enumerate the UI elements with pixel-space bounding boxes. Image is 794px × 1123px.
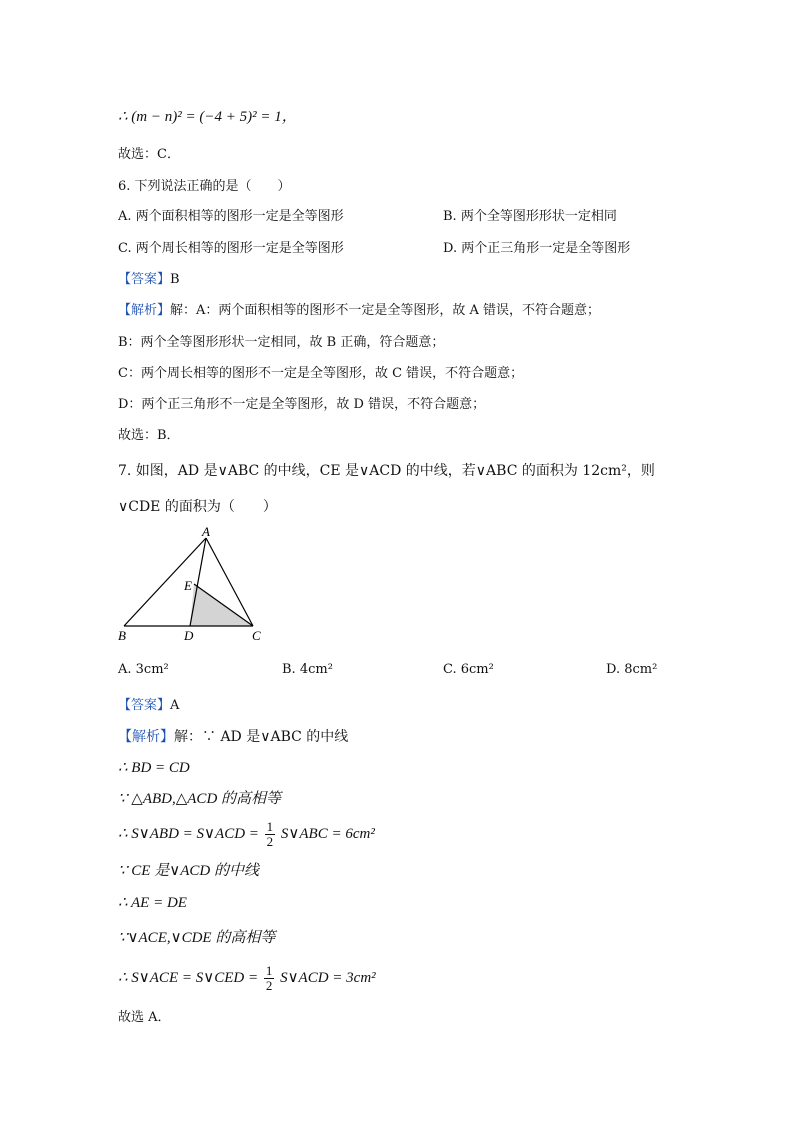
area-equation-left: ∴ S∨ACE = S∨CED = — [118, 970, 259, 986]
question-7-line-1: 7. 如图，AD 是∨ABC 的中线，CE 是∨ACD 的中线，若∨ABC 的面积为 12cm²，则 — [118, 463, 655, 479]
triangle-figure — [116, 524, 276, 648]
fraction-one-half: $\frac{1}{2}$ — [266, 819, 274, 850]
label-b: B — [118, 628, 126, 643]
area-equation-left: ∴ S∨ABD = S∨ACD = — [118, 826, 259, 842]
q7-option-b: B. 4cm² — [282, 662, 333, 677]
analysis-7-line-1 — [118, 728, 348, 746]
analysis-7-end: 故选 A． — [118, 1010, 171, 1025]
question-6: 6. 下列说法正确的是（ ） — [118, 179, 291, 194]
area-equation-right: S∨ABC = 6cm² — [280, 826, 375, 842]
analysis-6-line-4: D：两个正三角形不一定是全等图形，故 D 错误，不符合题意； — [118, 397, 486, 412]
analysis-6-end: 故选：B． — [118, 428, 180, 443]
analysis-6-line-3: C：两个周长相等的图形不一定是全等图形，故 C 错误，不符合题意； — [118, 366, 524, 381]
analysis-6-line-2: B：两个全等图形形状一定相同，故 B 正确，符合题意； — [118, 335, 445, 350]
answer-tag: 【答案】 — [118, 272, 171, 287]
answer-6 — [118, 271, 180, 289]
equation-line: ∴ (m − n)² = (−4 + 5)² = 1， — [118, 109, 297, 125]
analysis-7-line-2: ∴ BD = CD — [118, 760, 190, 776]
q6-option-d: D. 两个正三角形一定是全等图形 — [443, 241, 631, 256]
analysis-7-line-6: ∴ AE = DE — [118, 895, 187, 911]
answer-tag: 【答案】 — [118, 698, 171, 713]
label-a: A — [202, 524, 210, 539]
answer-7 — [118, 697, 179, 715]
question-7-line-2: ∨CDE 的面积为（ ） — [118, 499, 277, 515]
q6-option-a: A. 两个面积相等的图形一定是全等图形 — [118, 209, 344, 224]
q7-option-c: C. 6cm² — [443, 662, 494, 677]
q7-option-d: D. 8cm² — [606, 662, 658, 677]
analysis-6-line-1 — [118, 302, 600, 320]
analysis-text: 解：∵ AD 是∨ABC 的中线 — [174, 729, 349, 745]
fraction-one-half: $\frac{1}{2}$ — [265, 963, 273, 994]
answer-value: B — [170, 272, 180, 287]
analysis-tag: 【解析】 — [118, 303, 171, 318]
analysis-7-line-5: ∵ CE 是∨ACD 的中线 — [118, 863, 259, 879]
q6-option-b: B. 两个全等图形形状一定相同 — [443, 209, 617, 224]
choice-line: 故选：C． — [118, 147, 180, 162]
label-d: D — [184, 628, 194, 643]
area-equation-right: S∨ACD = 3cm² — [280, 970, 376, 986]
analysis-text: 解：A：两个面积相等的图形不一定是全等图形，故 A 错误，不符合题意； — [170, 303, 601, 318]
analysis-7-line-4 — [118, 818, 375, 850]
q7-option-a: A. 3cm² — [118, 662, 169, 677]
analysis-7-line-7: ∵∨ACE,∨CDE 的高相等 — [118, 930, 276, 946]
analysis-7-line-8 — [118, 962, 376, 994]
answer-value: A — [170, 698, 180, 713]
analysis-tag: 【解析】 — [118, 729, 174, 745]
q6-option-c: C. 两个周长相等的图形一定是全等图形 — [118, 241, 344, 256]
label-c: C — [252, 628, 261, 643]
label-e: E — [184, 578, 192, 593]
analysis-7-line-3: ∵ △ABD,△ACD 的高相等 — [118, 791, 282, 807]
